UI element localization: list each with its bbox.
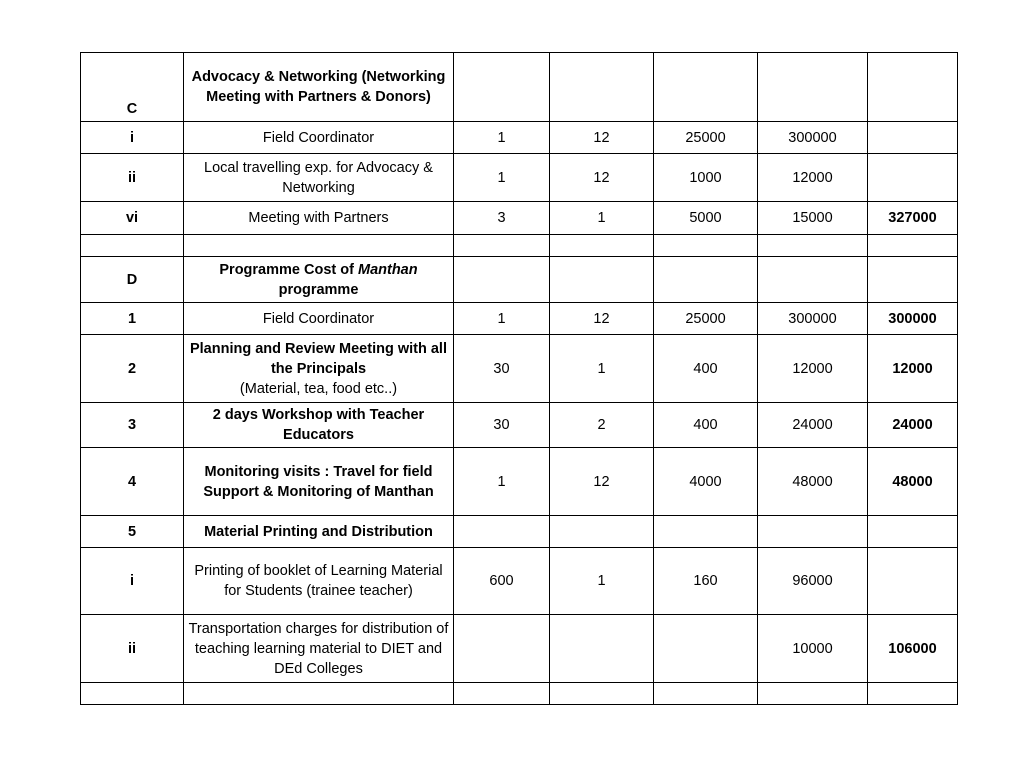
quantity-cell: 600 xyxy=(454,548,550,615)
table-row xyxy=(81,154,958,202)
section-d-title xyxy=(184,257,454,303)
rate-cell: 1000 xyxy=(654,154,758,202)
serial-number: i xyxy=(81,548,184,615)
item-description: Material Printing and Distribution xyxy=(184,516,454,548)
amount-cell: 15000 xyxy=(758,202,868,235)
item-description-note: (Material, tea, food etc..) xyxy=(239,380,398,397)
table-row xyxy=(81,448,958,516)
months-cell: 1 xyxy=(550,335,654,403)
empty-cell xyxy=(184,235,454,257)
amount-cell: 12000 xyxy=(758,335,868,403)
item-description: Local travelling exp. for Advocacy & Networking xyxy=(184,154,454,202)
total-cell: 48000 xyxy=(868,448,958,516)
empty-cell xyxy=(550,257,654,303)
rate-cell: 5000 xyxy=(654,202,758,235)
item-description: 2 days Workshop with Teacher Educators xyxy=(184,403,454,448)
empty-cell xyxy=(81,235,184,257)
quantity-cell: 1 xyxy=(454,122,550,154)
table-row xyxy=(81,516,958,548)
total-cell: 12000 xyxy=(868,335,958,403)
total-cell xyxy=(868,154,958,202)
empty-cell xyxy=(868,257,958,303)
rate-cell xyxy=(654,615,758,683)
serial-number: ii xyxy=(81,615,184,683)
rate-cell: 4000 xyxy=(654,448,758,516)
table-row xyxy=(81,335,958,403)
section-c-title: Advocacy & Networking (Networking Meeting with Partners & Donors) xyxy=(184,53,454,122)
months-cell: 12 xyxy=(550,122,654,154)
section-d-title-prefix: Programme Cost of xyxy=(219,261,358,278)
serial-number: 5 xyxy=(81,516,184,548)
quantity-cell: 1 xyxy=(454,154,550,202)
amount-cell: 96000 xyxy=(758,548,868,615)
item-description: Field Coordinator xyxy=(184,122,454,154)
table-row xyxy=(81,615,958,683)
empty-cell xyxy=(758,53,868,122)
months-cell: 12 xyxy=(550,448,654,516)
empty-cell xyxy=(868,235,958,257)
budget-table xyxy=(80,52,958,705)
table-row xyxy=(81,122,958,154)
empty-cell xyxy=(654,516,758,548)
section-d-label: D xyxy=(81,257,184,303)
section-c-header-row xyxy=(81,53,958,122)
total-cell: 106000 xyxy=(868,615,958,683)
amount-cell: 10000 xyxy=(758,615,868,683)
empty-cell xyxy=(454,235,550,257)
item-description xyxy=(184,335,454,403)
rate-cell: 400 xyxy=(654,403,758,448)
months-cell: 2 xyxy=(550,403,654,448)
table-row xyxy=(81,548,958,615)
months-cell: 1 xyxy=(550,548,654,615)
empty-cell xyxy=(758,257,868,303)
empty-cell xyxy=(454,516,550,548)
empty-cell xyxy=(654,257,758,303)
months-cell xyxy=(550,615,654,683)
empty-cell xyxy=(454,257,550,303)
empty-cell xyxy=(654,683,758,705)
item-description-bold: Planning and Review Meeting with all the Principals xyxy=(189,340,447,377)
table-row xyxy=(81,403,958,448)
empty-cell xyxy=(550,516,654,548)
empty-cell xyxy=(81,683,184,705)
empty-cell xyxy=(454,683,550,705)
serial-number: i xyxy=(81,122,184,154)
quantity-cell: 1 xyxy=(454,448,550,516)
serial-number: 3 xyxy=(81,403,184,448)
item-description: Monitoring visits : Travel for field Support & Monitoring of Manthan xyxy=(184,448,454,516)
empty-cell xyxy=(184,683,454,705)
total-cell: 327000 xyxy=(868,202,958,235)
blank-row xyxy=(81,235,958,257)
total-cell xyxy=(868,548,958,615)
rate-cell: 25000 xyxy=(654,303,758,335)
amount-cell: 12000 xyxy=(758,154,868,202)
table-row xyxy=(81,303,958,335)
rate-cell: 25000 xyxy=(654,122,758,154)
empty-cell xyxy=(654,235,758,257)
section-d-title-suffix: programme xyxy=(278,281,359,298)
amount-cell: 48000 xyxy=(758,448,868,516)
total-cell xyxy=(868,122,958,154)
empty-cell xyxy=(868,53,958,122)
rate-cell: 400 xyxy=(654,335,758,403)
item-description: Field Coordinator xyxy=(184,303,454,335)
empty-cell xyxy=(758,683,868,705)
empty-cell xyxy=(758,235,868,257)
quantity-cell xyxy=(454,615,550,683)
item-description: Printing of booklet of Learning Material for Students (trainee teacher) xyxy=(184,548,454,615)
item-description: Meeting with Partners xyxy=(184,202,454,235)
empty-cell xyxy=(550,235,654,257)
empty-cell xyxy=(454,53,550,122)
quantity-cell: 1 xyxy=(454,303,550,335)
serial-number: ii xyxy=(81,154,184,202)
section-d-header-row xyxy=(81,257,958,303)
section-d-title-italic: Manthan xyxy=(357,261,418,278)
blank-row xyxy=(81,683,958,705)
amount-cell: 300000 xyxy=(758,303,868,335)
empty-cell xyxy=(550,683,654,705)
serial-number: 4 xyxy=(81,448,184,516)
empty-cell xyxy=(758,516,868,548)
total-cell: 24000 xyxy=(868,403,958,448)
empty-cell xyxy=(868,516,958,548)
quantity-cell: 30 xyxy=(454,335,550,403)
serial-number: 1 xyxy=(81,303,184,335)
months-cell: 12 xyxy=(550,303,654,335)
amount-cell: 24000 xyxy=(758,403,868,448)
serial-number: vi xyxy=(81,202,184,235)
empty-cell xyxy=(868,683,958,705)
section-c-label: C xyxy=(81,53,184,122)
quantity-cell: 30 xyxy=(454,403,550,448)
rate-cell: 160 xyxy=(654,548,758,615)
empty-cell xyxy=(550,53,654,122)
months-cell: 12 xyxy=(550,154,654,202)
months-cell: 1 xyxy=(550,202,654,235)
serial-number: 2 xyxy=(81,335,184,403)
quantity-cell: 3 xyxy=(454,202,550,235)
item-description: Transportation charges for distribution of teaching learning material to DIET and DEd Colleges xyxy=(184,615,454,683)
empty-cell xyxy=(654,53,758,122)
table-row xyxy=(81,202,958,235)
total-cell: 300000 xyxy=(868,303,958,335)
amount-cell: 300000 xyxy=(758,122,868,154)
